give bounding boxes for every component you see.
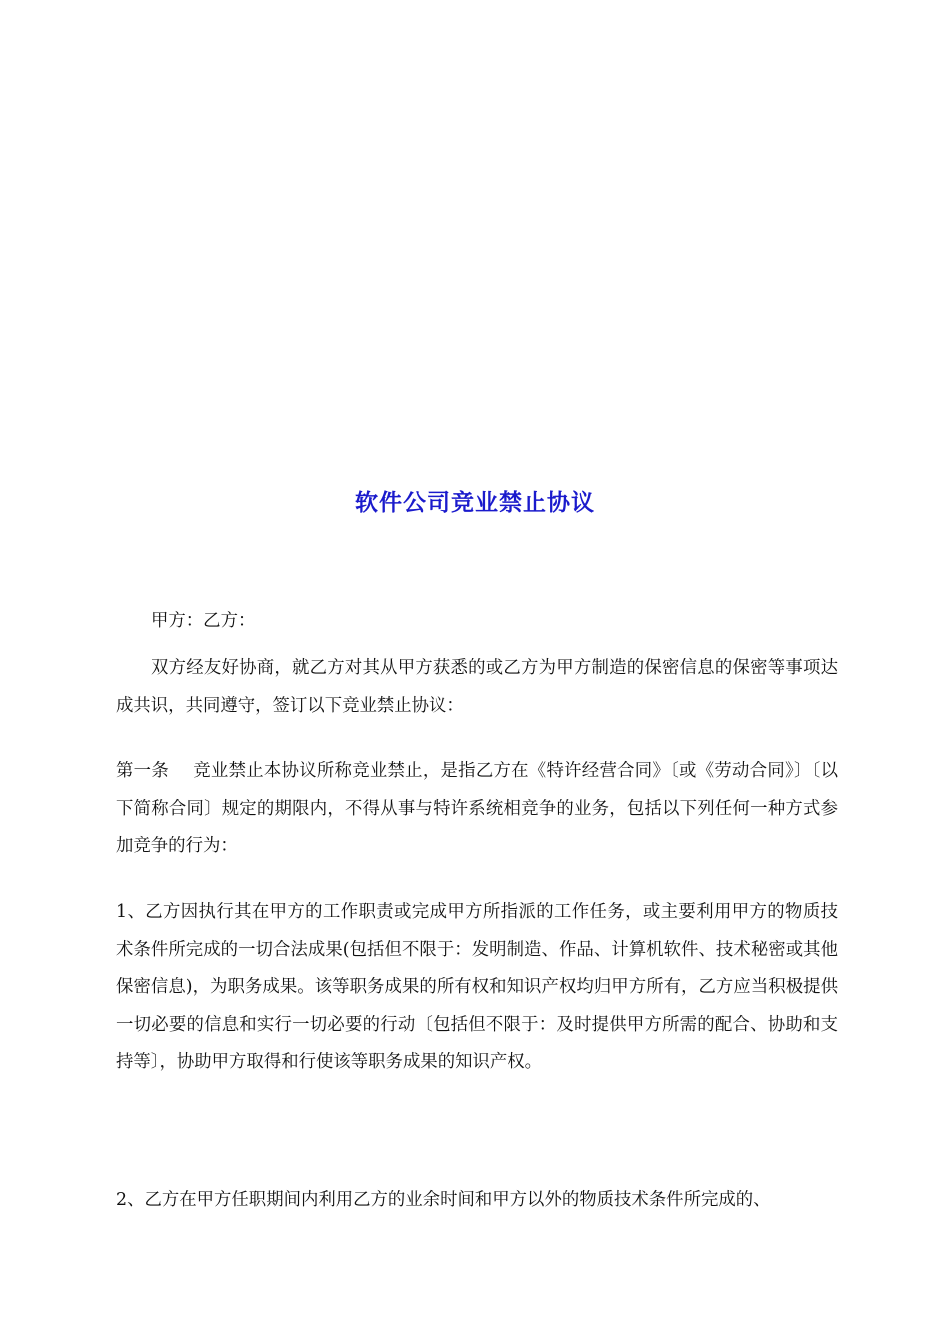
item-2-block [116,1182,838,1220]
intro-paragraph: 双方经友好协商，就乙方对其从甲方获悉的或乙方为甲方制造的保密信息的保密等事项达成共识，共同遵守，签订以下竞业禁止协议： [116,658,838,716]
item-1-paragraph: 1、乙方因执行其在甲方的工作职责或完成甲方所指派的工作任务，或主要利用甲方的物质技术条件所完成的一切合法成果(包括但不限于：发明制造、作品、计算机软件、技术秘密或其他保密信息)，为职务成果。该等职务成果的所有权和知识产权均归甲方所有，乙方应当积极提供一切必要的信息和实行一切必要的行动〔包括但不限于：及时提供甲方所需的配合、协助和支持等〕，协助甲方取得和行使该等职务成果的知识产权。 [116,902,838,1072]
article-1-label: 第一条 [116,761,169,781]
document-title: 软件公司竞业禁止协议 [355,490,595,516]
article-1-paragraph [116,753,838,866]
article-1-text: 竞业禁止本协议所称竞业禁止，是指乙方在《特许经营合同》〔或《劳动合同》〕〔以下简称合同〕规定的期限内，不得从事与特许系统相竞争的业务，包括以下列任何一种方式参加竞争的行为： [116,761,838,856]
article-1-block [116,753,838,866]
parties-line [116,603,838,641]
item-2-paragraph: 2、乙方在甲方任职期间内利用乙方的业余时间和甲方以外的物质技术条件所完成的、 [116,1190,771,1210]
item-1-block [116,894,838,1082]
parties-paragraph: 甲方：乙方： [151,611,256,631]
intro-block [116,650,838,725]
